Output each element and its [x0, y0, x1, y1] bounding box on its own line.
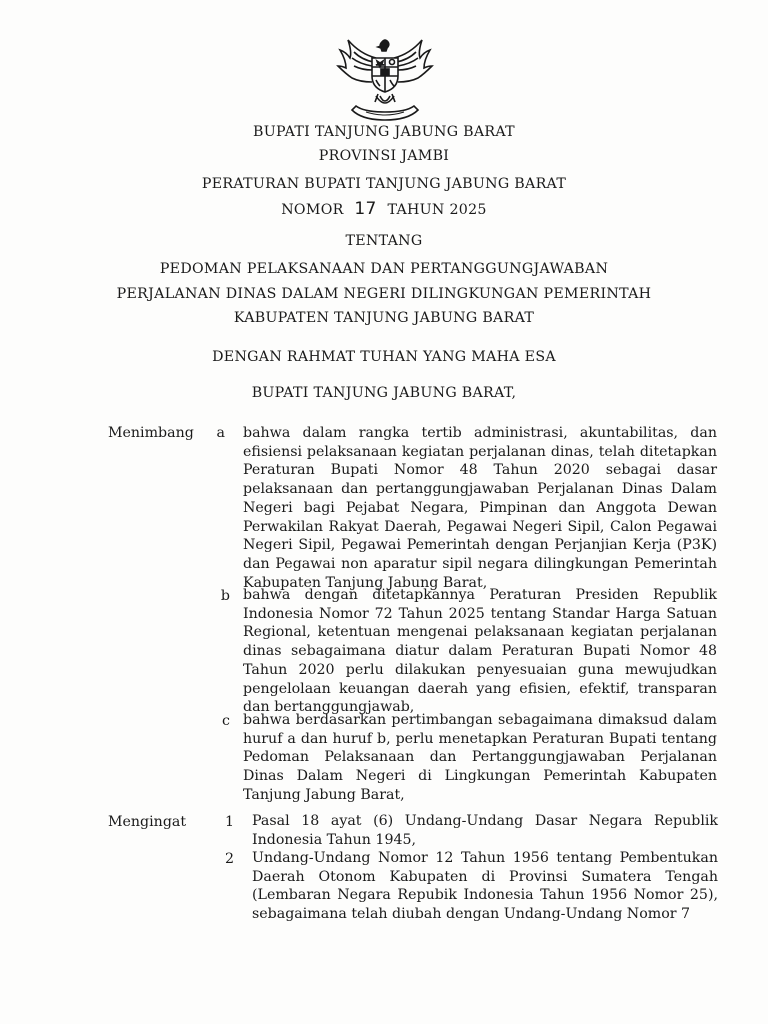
nomor-suffix: TAHUN 2025: [387, 202, 487, 218]
menimbang-item-b: bahwa dengan ditetapkannya Peraturan Presiden Republik Indonesia Nomor 72 Tahun 2025 tentang Standar Harga Satuan Regional, ketentuan mengenai pelaksanaan kegiatan perjalanan dinas sebagaimana diatur dalam Peraturan Bupati Nomor 48 Tahun 2020 perlu dilakukan penyesuaian guna mewujudkan pengelolaan keuangan daerah yang efisien, efektif, transparan dan bertanggungjawab,: [243, 587, 717, 716]
tentang-label: TENTANG: [345, 233, 423, 249]
regulation-title: PERATURAN BUPATI TANJUNG JABUNG BARAT: [201, 176, 567, 192]
subject-line-1: PEDOMAN PELAKSANAAN DAN PERTANGGUNGJAWABAN: [159, 261, 609, 277]
bupati-line: BUPATI TANJUNG JABUNG BARAT,: [251, 385, 517, 401]
menimbang-label: Menimbang: [108, 425, 194, 441]
mengingat-marker-1: 1: [224, 814, 234, 830]
garuda-emblem-icon: [336, 36, 434, 124]
regent-title: BUPATI TANJUNG JABUNG BARAT: [253, 124, 515, 140]
menimbang-item-a: bahwa dalam rangka tertib administrasi, akuntabilitas, dan efisiensi pelaksanaan kegiatan perjalanan dinas, telah ditetapkan Peraturan Bupati Nomor 48 Tahun 2020 sebagai dasar pelaksanaan dan pertanggungjawaban Perjalanan Dinas Dalam Negeri bagi Pejabat Negara, Pimpinan dan Anggota Dewan Perwakilan Rakyat Daerah, Pegawai Negeri Sipil, Calon Pegawai Negeri Sipil, Pegawai Pemerintah dengan Perjanjian Kerja (P3K) dan Pegawai non aparatur sipil negara dilingkungan Pemerintah Kabupaten Tanjung Jabung Barat,: [243, 425, 717, 591]
nomor-value: 17: [354, 199, 377, 219]
menimbang-item-c: bahwa berdasarkan pertimbangan sebagaimana dimaksud dalam huruf a dan huruf b, perlu menetapkan Peraturan Bupati tentang Pedoman Pelaksanaan dan Pertanggungjawaban Perjalanan Dinas Dalam Negeri di Lingkungan Pemerintah Kabupaten Tanjung Jabung Barat,: [243, 712, 717, 803]
rahmat-line: DENGAN RAHMAT TUHAN YANG MAHA ESA: [212, 349, 556, 365]
mengingat-marker-2: 2: [224, 851, 234, 867]
subject-line-3: KABUPATEN TANJUNG JABUNG BARAT: [233, 310, 535, 326]
menimbang-marker-c: c: [222, 713, 230, 729]
mengingat-item-2: Undang-Undang Nomor 12 Tahun 1956 tentang Pembentukan Daerah Otonom Kabupaten di Provinsi Sumatera Tengah (Lembaran Negara Repubik Indonesia Tahun 1956 Nomor 25), sebagaimana telah diubah dengan Undang-Undang Nomor 7: [252, 850, 718, 923]
subject-line-2: PERJALANAN DINAS DALAM NEGERI DILINGKUNGAN PEMERINTAH: [116, 286, 652, 302]
province-title: PROVINSI JAMBI: [318, 148, 450, 164]
menimbang-marker-a: a: [216, 425, 225, 441]
menimbang-marker-b: b: [220, 588, 230, 604]
mengingat-item-1: Pasal 18 ayat (6) Undang-Undang Dasar Negara Republik Indonesia Tahun 1945,: [252, 813, 718, 848]
regulation-number: [0, 199, 768, 219]
mengingat-label: Mengingat: [108, 814, 187, 830]
nomor-prefix: NOMOR: [281, 202, 344, 218]
